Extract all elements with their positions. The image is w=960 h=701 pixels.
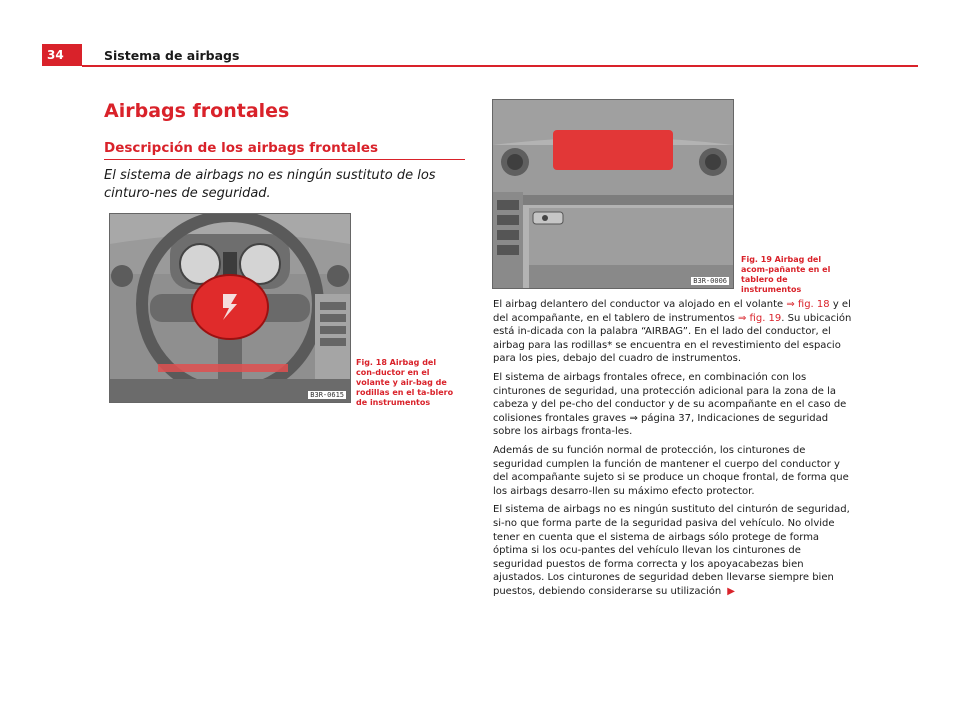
- figure-18-steering-wheel: [109, 213, 351, 403]
- figure-19-passenger-dashboard: [492, 99, 734, 289]
- subsection-title: Descripción de los airbags frontales: [104, 140, 379, 156]
- steering-wheel-illustration: [110, 214, 350, 402]
- paragraph-1: [493, 298, 853, 366]
- paragraph-3: Además de su función normal de protección, los cinturones de seguridad cumplen la función de mantener el cuerpo del conductor y del acompañante sujeto si se produce un choque frontal, de forma que los airbags desarro-llen su máximo efecto protector.: [493, 444, 849, 497]
- paragraph-1-text-c: . Su ubicación está in-dicada con la palabra “AIRBAG”. En el lado del conductor, el airbag para las rodillas* se encuentra en el revestimiento del espacio para los pies, debajo del cuadro de instrumentos.: [493, 312, 852, 365]
- intro-text: El sistema de airbags no es ningún sustituto de los cinturo-nes de seguridad.: [104, 168, 436, 201]
- figure-18-caption: Fig. 18 Airbag del con-ductor en el volante y air-bag de rodillas en el ta-blero de instrumentos: [356, 358, 454, 407]
- triangle-right-icon: ▶: [727, 585, 735, 597]
- section-title: Airbags frontales: [104, 100, 290, 122]
- paragraph-2: El sistema de airbags frontales ofrece, en combinación con los cinturones de seguridad, una protección adicional para la zona de la cabeza y del pe-cho del conductor y de su acompañante en el caso de colisiones frontales graves ⇒ página 37, Indicaciones de seguridad sobre los airbags fronta-les.: [493, 371, 847, 438]
- figure-19-caption: Fig. 19 Airbag del acom-pañante en el tablero de instrumentos: [741, 255, 831, 294]
- page-number: 34: [42, 44, 82, 66]
- paragraph-1-text-b: y el del acompañante, en el tablero de instrumentos: [493, 299, 851, 324]
- figure-18-code: B3R-0615: [310, 391, 344, 399]
- cross-reference-fig-19[interactable]: ⇒ fig. 19: [737, 312, 782, 324]
- figure-19-code: B3R-0006: [693, 277, 727, 285]
- paragraph-4-text: El sistema de airbags no es ningún sustituto del cinturón de seguridad, si-no que forma parte de la seguridad pasiva del vehículo. No olvide tener en cuenta que el sistema de airbags sólo protege de forma óptima si los ocu-pantes del vehículo llevan los cinturones de seguridad puestos de forma correcta y los apoyacabezas bien ajustados. Los cinturones de seguridad deben llevarse siempre bien puestos, debiendo considerarse su utilización: [493, 504, 850, 597]
- cross-reference-fig-18[interactable]: ⇒ fig. 18: [786, 299, 830, 310]
- paragraph-1-text-a: El airbag delantero del conductor va alojado en el volante: [493, 299, 787, 310]
- dashboard-illustration: [493, 100, 733, 288]
- header-title: Sistema de airbags: [104, 48, 240, 63]
- body-text: [493, 298, 853, 603]
- subsection-rule: [104, 159, 465, 160]
- paragraph-4: [493, 503, 853, 598]
- header-rule: [82, 65, 918, 67]
